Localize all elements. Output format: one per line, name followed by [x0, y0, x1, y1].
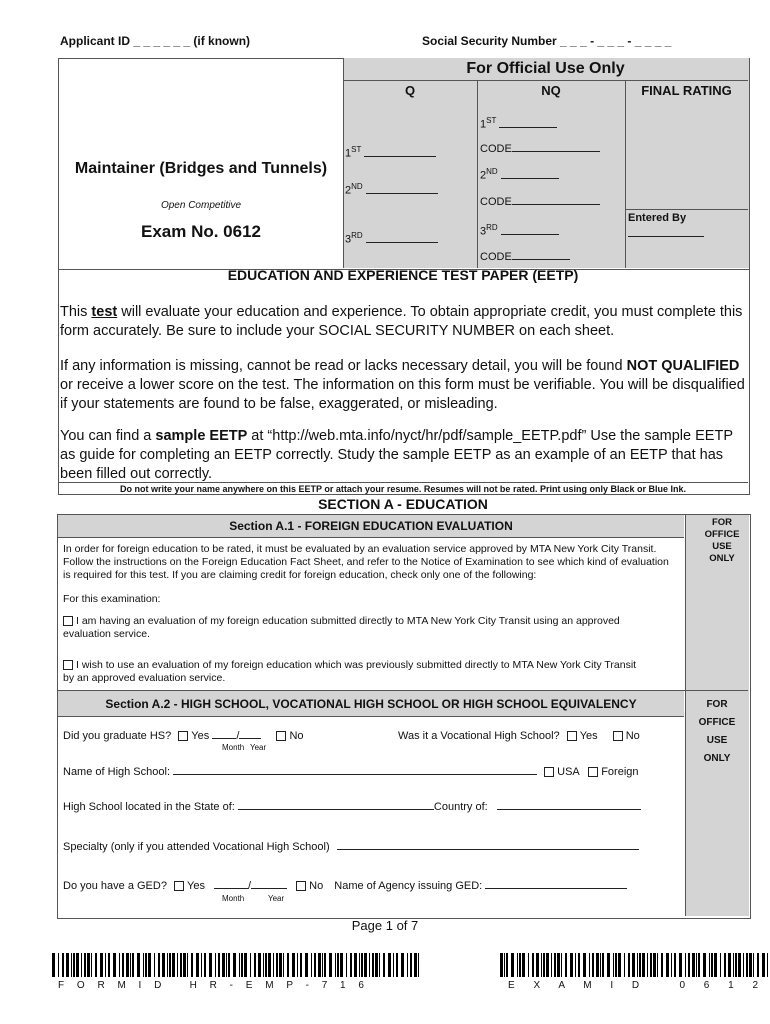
a1-title: Section A.1 - FOREIGN EDUCATION EVALUATION: [229, 519, 513, 533]
nq-ord: 1: [480, 118, 487, 131]
exam-type: Open Competitive: [160, 200, 242, 211]
nq-sup: ST: [486, 116, 497, 125]
q1-line[interactable]: [364, 156, 436, 157]
col-final-rating: FINAL RATING: [641, 83, 732, 98]
hs-name-input[interactable]: [173, 774, 537, 775]
barcode-bar: [273, 953, 274, 977]
text: This: [60, 304, 92, 320]
barcode-bar: [126, 953, 129, 977]
barcode-bar: [393, 953, 394, 977]
barcode-bar: [162, 953, 165, 977]
barcode-bar: [346, 953, 347, 977]
nq-sup: ND: [486, 167, 498, 176]
barcode-bar: [105, 953, 106, 977]
barcode-bar: [696, 953, 697, 977]
code1-line[interactable]: [512, 151, 600, 152]
barcode-bar: [228, 953, 230, 977]
barcode-bar: [268, 953, 271, 977]
ged-month-input[interactable]: [214, 888, 248, 889]
barcode-bar: [583, 953, 586, 977]
barcode-bar: [191, 953, 193, 977]
barcode-bar: [361, 953, 363, 977]
barcode-bar: [557, 953, 560, 977]
barcode-bar: [735, 953, 737, 977]
barcode-bar: [279, 953, 282, 977]
barcode-bar: [575, 953, 576, 977]
barcode-bar: [201, 953, 202, 977]
q-row-1: [345, 145, 436, 160]
barcode-bar: [354, 953, 357, 977]
hs-grad-no-checkbox[interactable]: [276, 731, 286, 741]
usa-checkbox[interactable]: [544, 767, 554, 777]
nq-sup: RD: [486, 223, 498, 232]
form-id-text: F O R M I D H R - E M P - 7 1 6: [58, 980, 369, 991]
ged-year-input[interactable]: [251, 888, 287, 889]
barcode-bar: [666, 953, 669, 977]
barcode-bar: [500, 953, 503, 977]
barcode-bar: [578, 953, 580, 977]
eetp-paragraph-3: [60, 427, 746, 484]
barcode-bar: [661, 953, 663, 977]
q-ord: 3: [345, 233, 352, 246]
barcode-bar: [239, 953, 240, 977]
barcode-bar: [143, 953, 144, 977]
barcode-bar: [359, 953, 360, 977]
barcode-bar: [350, 953, 352, 977]
eetp-title: EDUCATION AND EXPERIENCE TEST PAPER (EETP): [227, 267, 579, 283]
text: or receive a lower score on the test. The information on this form must be verifiable. You will be disqualified if your statements are found to be false, exaggerated, or misleading.: [60, 377, 745, 412]
barcode-bar: [639, 953, 641, 977]
barcode-bar: [517, 953, 518, 977]
barcode-bar: [589, 953, 590, 977]
hs-location-row: [63, 801, 641, 813]
job-title: Maintainer (Bridges and Tunnels): [74, 160, 328, 177]
barcode-bar: [283, 953, 284, 977]
ged-year-caption: Year: [268, 894, 285, 903]
barcode-bar: [714, 953, 717, 977]
barcode-bar: [87, 953, 90, 977]
barcode-bar: [724, 953, 726, 977]
barcode-bar: [511, 953, 514, 977]
ged-no-checkbox[interactable]: [296, 881, 306, 891]
office-word: OFFICE: [698, 717, 736, 728]
code2-line[interactable]: [512, 204, 600, 205]
barcode-bar: [324, 953, 326, 977]
barcode-bar: [254, 953, 256, 977]
barcode-bar: [183, 953, 186, 977]
a2-title: Section A.2 - HIGH SCHOOL, VOCATIONAL HIGH SCHOOL OR HIGH SCHOOL EQUIVALENCY: [105, 697, 637, 711]
no-label: No: [625, 730, 640, 742]
foreign-checkbox[interactable]: [588, 767, 598, 777]
barcode-bar: [733, 953, 734, 977]
barcode-bar: [100, 953, 103, 977]
voc-yes-checkbox[interactable]: [567, 731, 577, 741]
barcode-bar: [504, 953, 505, 977]
specialty-row: [63, 841, 639, 853]
barcode-bar: [762, 953, 765, 977]
barcode-bar: [122, 953, 124, 977]
a1-intro: In order for foreign education to be rated, it must be evaluated by an evaluation service approved by MTA New York City Transit. Follow the instructions on the Foreign Education Fact Sheet, and refer to the Notice of Examination to see which kind of evaluation is required for this test. If you are claiming credit for foreign education, check only one of the following:: [63, 543, 669, 581]
barcode-bar: [58, 953, 59, 977]
exam-id-text: E X A M I D 0 6 1 2: [508, 980, 767, 991]
barcode-bar: [263, 953, 264, 977]
code-label: CODE: [480, 196, 512, 208]
barcode-bar: [522, 953, 525, 977]
barcode-bar: [300, 953, 302, 977]
barcode-bar: [340, 953, 343, 977]
exam-number: Exam No. 0612: [140, 222, 261, 241]
nq-row-2: [480, 167, 559, 182]
barcode-bar: [226, 953, 227, 977]
barcode-bar: [401, 953, 404, 977]
q-ord: 1: [345, 147, 352, 160]
ssn-label: Social Security Number _ _ _ - _ _ _ - _ _ _ _: [422, 34, 672, 48]
eetp-paragraph-2: [60, 357, 746, 414]
hs-grad-year-caption: Year: [250, 743, 267, 752]
eetp-notice: Do not write your name anywhere on this EETP or attach your resume. Resumes will not be rated. Print using only Black or Blue Ink.: [120, 484, 686, 494]
usa-label: USA: [557, 766, 580, 778]
barcode-bar: [218, 953, 220, 977]
barcode-bar: [570, 953, 573, 977]
barcode-bar: [222, 953, 225, 977]
barcode-bar: [388, 953, 391, 977]
barcode-bar: [311, 953, 312, 977]
barcode-bar: [62, 953, 64, 977]
barcode-bar: [396, 953, 398, 977]
a1-option-2-checkbox[interactable]: [63, 660, 73, 670]
q-sup: RD: [351, 231, 363, 240]
barcode-bar: [543, 953, 545, 977]
code-label: CODE: [480, 143, 512, 155]
nq-code-3: [480, 251, 570, 263]
barcode-bar: [91, 953, 92, 977]
official-use-title: For Official Use Only: [466, 60, 625, 77]
divider: [625, 209, 748, 210]
nq-code-1: [480, 143, 600, 155]
ged-month-caption: Month: [222, 894, 245, 903]
nq1-line[interactable]: [499, 127, 557, 128]
ged-row: Do you have a GED? Yes / No Name of Agency issuing GED:: [63, 880, 627, 892]
barcode-bar: [172, 953, 175, 977]
divider: [343, 80, 748, 81]
text: at “http://web.mta.info/nyct/hr/pdf/sample_EETP.pdf” Use the sample EETP as guide for completing an EETP correctly. Study the sample EETP as an example of an EETP that has been filled out correctly.: [60, 428, 733, 482]
yes-label: Yes: [187, 880, 205, 892]
barcode-bar: [554, 953, 556, 977]
barcode-bar: [364, 953, 367, 977]
ged-agency-input[interactable]: [485, 888, 627, 889]
ged-yes-checkbox[interactable]: [174, 881, 184, 891]
col-nq: NQ: [541, 83, 561, 98]
hs-name-label: Name of High School:: [63, 766, 170, 778]
barcode-bar: [369, 953, 370, 977]
ged-agency-label: Name of Agency issuing GED:: [334, 880, 483, 892]
hs-grad-month-caption: Month: [222, 743, 245, 752]
q-sup: ND: [351, 182, 363, 191]
barcode-bar: [767, 953, 768, 977]
foreign-label: Foreign: [601, 766, 639, 778]
barcode-bar: [241, 953, 243, 977]
barcode-bar: [637, 953, 638, 977]
country-label: Country of:: [433, 801, 488, 813]
nq2-line[interactable]: [501, 178, 559, 179]
barcode-bar: [372, 953, 374, 977]
barcode-bar: [132, 953, 134, 977]
barcode-bar: [692, 953, 695, 977]
nq3-line[interactable]: [501, 234, 559, 235]
q3-line[interactable]: [366, 242, 438, 243]
page-number: Page 1 of 7: [351, 918, 419, 933]
a2-office-use: [686, 696, 748, 768]
barcode-bar: [204, 953, 206, 977]
hs-grad-year-input[interactable]: [239, 738, 261, 739]
a1-office-use: FOR OFFICE USE ONLY: [704, 517, 740, 564]
entered-by-line[interactable]: [628, 236, 704, 237]
barcode-bar: [602, 953, 604, 977]
office-word: USE: [706, 735, 728, 746]
barcode-bar: [679, 953, 682, 977]
text-emphasis: sample EETP: [155, 428, 248, 444]
barcode-bar: [600, 953, 601, 977]
voc-row: [398, 730, 640, 742]
divider: [477, 80, 478, 268]
barcode-bar: [685, 953, 686, 977]
barcode-bar: [653, 953, 656, 977]
barcode-bar: [314, 953, 316, 977]
barcode-bar: [596, 953, 599, 977]
barcode-bar: [709, 953, 710, 977]
barcode-bar: [81, 953, 82, 977]
barcode-bar: [158, 953, 160, 977]
barcode-bar: [215, 953, 216, 977]
section-a-title: SECTION A - EDUCATION: [318, 496, 488, 512]
barcode-bar: [519, 953, 521, 977]
barcode-bar: [410, 953, 412, 977]
barcode-bar: [757, 953, 759, 977]
barcode-bar: [688, 953, 690, 977]
barcode-bar: [642, 953, 645, 977]
a1-option-1-label: I am having an evaluation of my foreign education submitted directly to MTA New York City Transit using an approved evaluation service.: [63, 615, 620, 640]
barcode-bar: [167, 953, 168, 977]
barcode-bar: [671, 953, 672, 977]
voc-no-checkbox[interactable]: [613, 731, 623, 741]
nq-ord: 3: [480, 225, 487, 238]
barcode-bar: [137, 953, 140, 977]
barcode-bar: [52, 953, 55, 977]
a1-option-1-checkbox[interactable]: [63, 616, 73, 626]
barcode-bar: [618, 953, 621, 977]
barcode-bar: [244, 953, 247, 977]
a1-option-1: [63, 615, 643, 641]
barcode-bar: [532, 953, 534, 977]
barcode-bar: [711, 953, 713, 977]
hs-state-label: High School located in the State of:: [63, 801, 235, 813]
barcode-bar: [154, 953, 155, 977]
barcode-bar: [187, 953, 188, 977]
specialty-label: Specialty (only if you attended Vocational High School): [63, 841, 330, 853]
barcode-bar: [720, 953, 721, 977]
barcode-bar: [536, 953, 539, 977]
no-label: No: [289, 730, 304, 742]
nq-row-3: [480, 223, 559, 238]
code3-line[interactable]: [512, 259, 570, 260]
office-word: ONLY: [703, 753, 731, 764]
barcode-bar: [561, 953, 562, 977]
barcode-bar: [66, 953, 69, 977]
barcode-bar: [180, 953, 182, 977]
barcode-bar: [108, 953, 110, 977]
q-sup: ST: [351, 145, 362, 154]
voc-question: Was it a Vocational High School?: [398, 730, 560, 742]
barcode-bar: [265, 953, 267, 977]
barcode-bar: [84, 953, 86, 977]
applicant-id-label: Applicant ID _ _ _ _ _ _ (if known): [60, 34, 251, 48]
no-label: No: [309, 880, 324, 892]
barcode-bar: [746, 953, 748, 977]
hs-name-row: [63, 766, 639, 778]
barcode-bar: [119, 953, 120, 977]
hs-grad-month-input[interactable]: [212, 738, 236, 739]
barcode-bar: [698, 953, 700, 977]
nq-code-2: [480, 196, 600, 208]
barcode-bar: [650, 953, 652, 977]
barcode-bar: [407, 953, 408, 977]
barcode-bar: [95, 953, 97, 977]
barcode-bar: [250, 953, 251, 977]
barcode-bar: [615, 953, 617, 977]
nq-ord: 2: [480, 169, 487, 182]
barcode-bar: [632, 953, 635, 977]
hs-grad-question: Did you graduate HS?: [63, 730, 172, 742]
barcode-bar: [148, 953, 151, 977]
barcode-bar: [169, 953, 171, 977]
q-row-2: [345, 182, 438, 197]
form-id-barcode: [52, 953, 420, 977]
barcode-bar: [76, 953, 79, 977]
barcode-bar: [528, 953, 529, 977]
barcode-bar: [209, 953, 212, 977]
barcode-bar: [145, 953, 147, 977]
barcode-bar: [592, 953, 594, 977]
barcode-bar: [287, 953, 289, 977]
barcode-bar: [292, 953, 295, 977]
barcode-bar: [418, 953, 419, 977]
divider: [625, 80, 626, 268]
hs-state-input[interactable]: [238, 809, 434, 810]
barcode-bar: [738, 953, 741, 977]
barcode-bar: [753, 953, 754, 977]
code-label: CODE: [480, 251, 512, 263]
barcode-bar: [329, 953, 332, 977]
barcode-bar: [607, 953, 610, 977]
q2-line[interactable]: [366, 193, 438, 194]
barcode-bar: [322, 953, 323, 977]
barcode-bar: [276, 953, 278, 977]
barcode-bar: [318, 953, 321, 977]
exam-id-barcode: [500, 953, 770, 977]
country-input[interactable]: [497, 809, 641, 810]
a1-option-2: [63, 659, 643, 685]
text: You can find a: [60, 428, 156, 444]
a1-for-exam: For this examination:: [63, 593, 161, 605]
ged-question: Do you have a GED?: [63, 880, 167, 892]
barcode-bar: [196, 953, 199, 977]
barcode-bar: [71, 953, 72, 977]
barcode-bar: [414, 953, 417, 977]
barcode-bar: [624, 953, 625, 977]
barcode-bar: [647, 953, 648, 977]
barcode-bar: [565, 953, 567, 977]
text-emphasis: test: [91, 304, 118, 320]
yes-label: Yes: [579, 730, 598, 742]
barcode-bar: [628, 953, 630, 977]
entered-by-label: Entered By: [628, 212, 687, 224]
barcode-bar: [177, 953, 178, 977]
divider: [58, 482, 748, 483]
barcode-bar: [657, 953, 658, 977]
barcode-bar: [383, 953, 385, 977]
barcode-bar: [130, 953, 131, 977]
barcode-bar: [233, 953, 236, 977]
barcode-bar: [541, 953, 542, 977]
barcode-bar: [258, 953, 261, 977]
specialty-input[interactable]: [337, 849, 639, 850]
barcode-bar: [73, 953, 75, 977]
barcode-bar: [674, 953, 676, 977]
barcode-bar: [743, 953, 744, 977]
office-word: FOR: [706, 699, 728, 710]
q-ord: 2: [345, 184, 352, 197]
barcode-bar: [551, 953, 552, 977]
barcode-bar: [506, 953, 508, 977]
hs-grad-row: Did you graduate HS? Yes / No: [63, 730, 304, 742]
barcode-bar: [749, 953, 752, 977]
barcode-bar: [113, 953, 116, 977]
barcode-bar: [546, 953, 549, 977]
text-emphasis: NOT QUALIFIED: [626, 358, 740, 374]
text: If any information is missing, cannot be read or lacks necessary detail, you will be found: [60, 358, 627, 374]
barcode-bar: [703, 953, 706, 977]
barcode-bar: [728, 953, 731, 977]
yes-label: Yes: [191, 730, 210, 742]
col-q: Q: [404, 83, 416, 98]
barcode-bar: [337, 953, 339, 977]
barcode-bar: [613, 953, 614, 977]
q-row-3: [345, 231, 438, 246]
barcode-bar: [305, 953, 308, 977]
text: will evaluate your education and experience. To obtain appropriate credit, you must complete this form accurately. Be sure to include your SOCIAL SECURITY NUMBER on each sheet.: [60, 304, 743, 339]
hs-grad-yes-checkbox[interactable]: [178, 731, 188, 741]
barcode-bar: [379, 953, 380, 977]
barcode-bar: [297, 953, 298, 977]
barcode-bar: [335, 953, 336, 977]
a1-option-2-label: I wish to use an evaluation of my foreign education which was previously submitted directly to MTA New York City Transit by an approved evaluation service.: [63, 659, 637, 684]
nq-row-1: [480, 116, 557, 131]
eetp-paragraph-1: [60, 303, 746, 341]
barcode-bar: [375, 953, 378, 977]
